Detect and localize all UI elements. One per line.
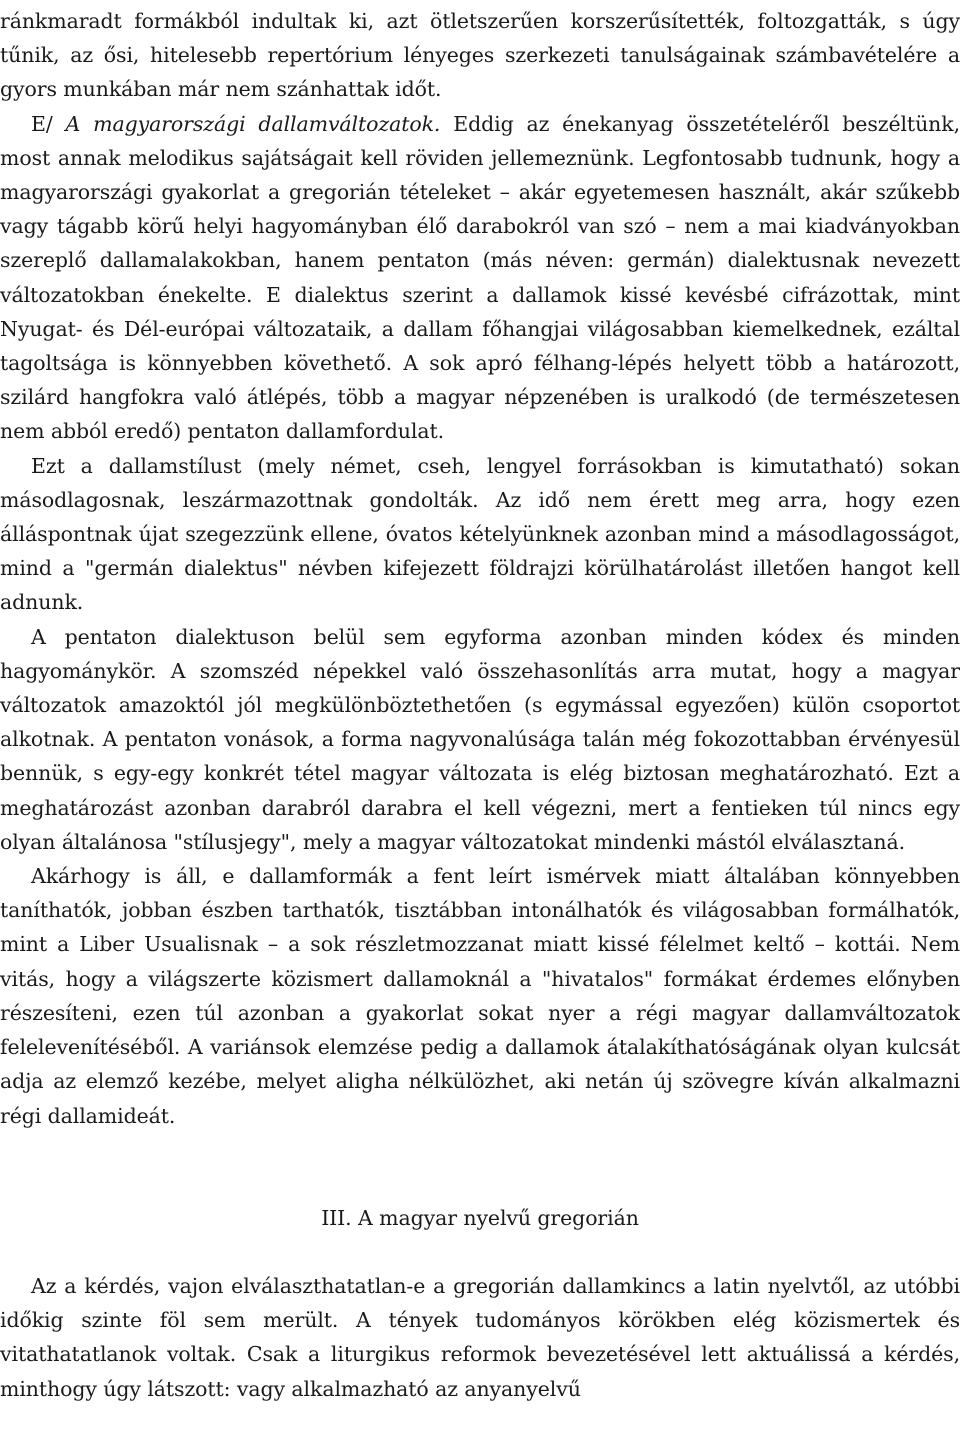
paragraph-6-text: Az a kérdés, vajon elválaszthatatlan-e a gregorián dallamkincs a latin nyelvtől, az utóbbi időkig szinte föl sem merült. A tények tudományos körökben elég közismertek és vitathatatlanok voltak. Csak a liturgikus reformok bevezetésével lett aktuálissá a kérdés, minthogy úgy látszott: vagy alkalmazható az anyanyelvű: [0, 1273, 960, 1401]
paragraph-5: [0, 859, 960, 1133]
paragraph-2: [0, 107, 960, 449]
heading-spacer: [0, 1235, 960, 1269]
paragraph-6: [0, 1269, 960, 1406]
paragraph-5-text: Akárhogy is áll, e dallamformák a fent leírt ismérvek miatt általában könnyebben taníthatók, jobban észben tarthatók, tisztábban intonálhatók és világosabban formálhatók, mint a Liber Usualisnak – a sok részletmozzanat miatt kissé félelmet keltő – kottái. Nem vitás, hogy a világszerte közismert dallamoknál a "hivatalos" formákat érdemes előnyben részesíteni, ezen túl azonban a gyakorlat sokat nyer a régi magyar dallamváltozatok felelevenítéséből. A variánsok elemzése pedig a dallamok átalakíthatóságának olyan kulcsát adja az elemző kezébe, melyet aligha nélkülözhet, aki netán új szövegre kíván alkalmazni régi dallamideát.: [0, 864, 960, 1128]
section-spacer: [0, 1133, 960, 1201]
section-e-label: E/: [31, 111, 66, 136]
paragraph-4: [0, 620, 960, 859]
paragraph-1-text: ránkmaradt formákból indultak ki, azt ötletszerűen korszerűsítették, foltozgatták, s úgy tűnik, az ősi, hitelesebb repertórium lényeges szerkezeti tanulságainak számbavételére a gyors munkában már nem szánhattak időt.: [0, 9, 960, 102]
paragraph-4-text: A pentaton dialektuson belül sem egyforma azonban minden kódex és minden hagyománykör. A szomszéd népekkel való összehasonlítás arra mutat, hogy a magyar változatok amazoktól jól megkülönböztethetően (s egymással egyezően) külön csoportot alkotnak. A pentaton vonások, a forma nagyvonalúsága talán még fokozottabban érvényesül bennük, s egy-egy konkrét tétel magyar változata is elég biztosan meghatározható. Ezt a meghatározást azonban darabról darabra el kell végezni, mert a fentieken túl nincs egy olyan általánosa "stílusjegy", mely a magyar változatokat mindenki mástól elválasztaná.: [0, 624, 960, 854]
paragraph-2-text: Eddig az énekanyag összetételéről beszéltünk, most annak melodikus sajátságait kell röviden jellemeznünk. Legfontosabb tudnunk, hogy a magyarországi gyakorlat a gregorián tételeket – akár egyetemesen használt, akár szűkebb vagy tágabb körű helyi hagyományban élő darabokról van szó – nem a mai kiadványokban szereplő dallamalakokban, hanem pentaton (más néven: germán) dialektusnak nevezett változatokban énekelte. E dialektus szerint a dallamok kissé kevésbé cifrázottak, mint Nyugat- és Dél-európai változataik, a dallam főhangjai világosabban kiemelkednek, ezáltal tagoltsága is könnyebben követhető. A sok apró félhang-lépés helyett több a határozott, szilárd hangfokra való átlépés, több a magyar népzenében is uralkodó (de természetesen nem abból eredő) pentaton dallamfordulat.: [0, 111, 960, 444]
section-e-title: A magyarországi dallamváltozatok.: [65, 111, 441, 136]
paragraph-3: [0, 449, 960, 620]
section-heading: III. A magyar nyelvű gregorián: [321, 1205, 639, 1230]
paragraph-1: [0, 4, 960, 107]
paragraph-3-text: Ezt a dallamstílust (mely német, cseh, lengyel forrásokban is kimutatható) sokan másodlagosnak, leszármazottnak gondolták. Az idő nem érett meg arra, hogy ezen álláspontnak újat szegezzünk ellene, óvatos kételyünknek azonban mind a másodlagosságot, mind a "germán dialektus" névben kifejezett földrajzi körülhatárolást illetően hangot kell adnunk.: [0, 453, 960, 615]
